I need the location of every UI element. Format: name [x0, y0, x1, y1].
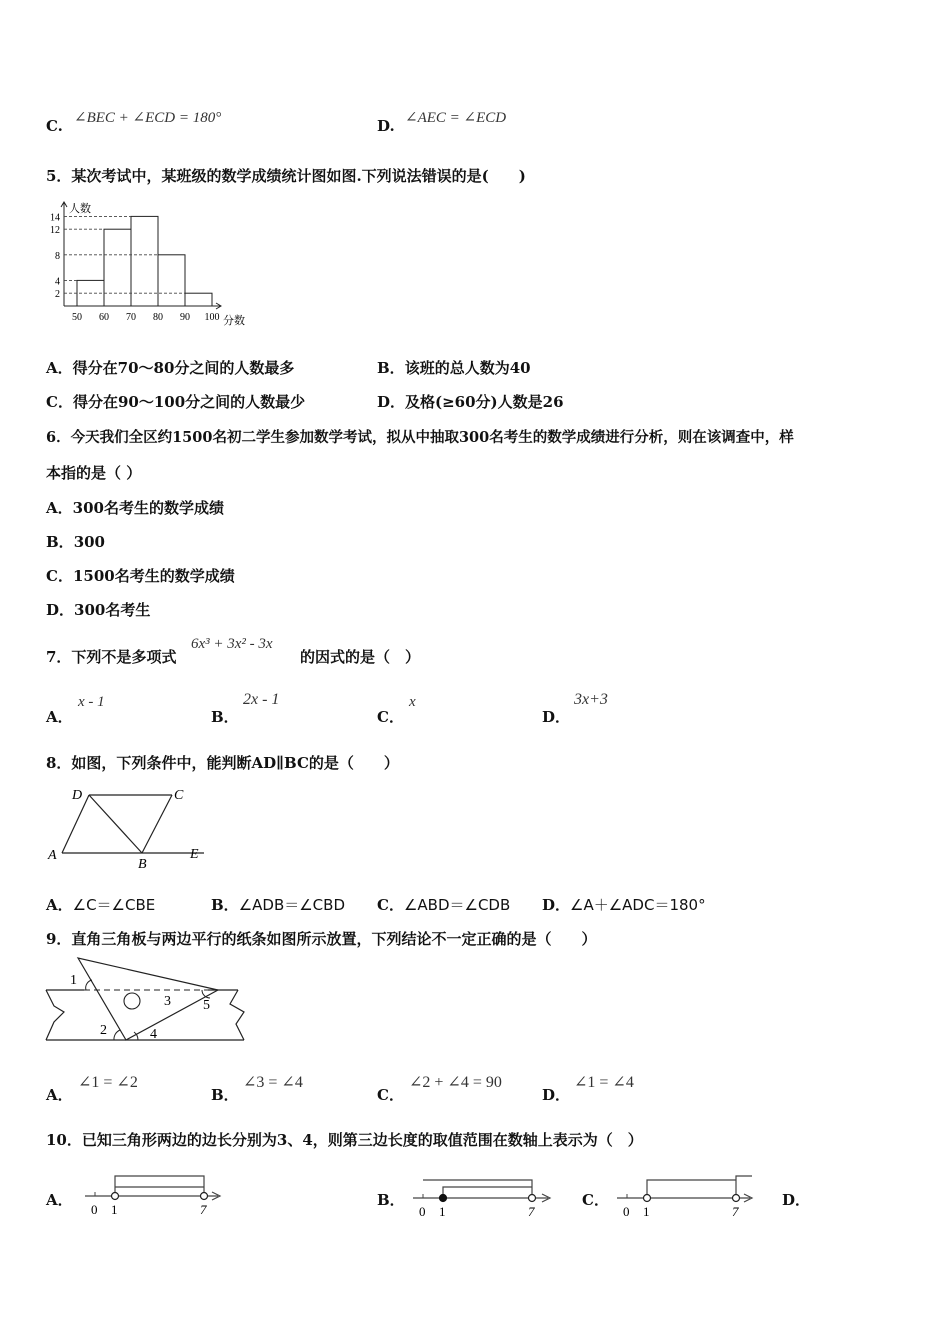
q6-option-b[interactable] [46, 531, 105, 552]
q8-option-c-text: ∠ABD＝∠CDB [403, 896, 511, 914]
q7-stem-pre: 7．下列不是多项式 [46, 648, 177, 666]
q6-option-c-label: C． [46, 567, 73, 585]
y-tick-label: 8 [55, 250, 60, 262]
q6-option-b-label: B． [46, 533, 74, 551]
x-axis-label: 分数 [223, 315, 245, 327]
q9-stem: 9．直角三角板与两边平行的纸条如图所示放置，下列结论不一定正确的是（ ） [46, 930, 597, 948]
q8-option-b[interactable] [211, 894, 345, 915]
q6-option-b-text: 300 [73, 533, 105, 551]
segment-cb [142, 795, 172, 853]
histogram-bar [185, 293, 212, 306]
y-axis-label: 人数 [69, 203, 91, 215]
q5-option-a-label: A． [46, 359, 73, 377]
tick-label-1: 1 [643, 1204, 650, 1219]
x-tick-label: 80 [153, 312, 163, 323]
tick-label-1: 1 [439, 1204, 446, 1219]
q8-option-a-label: A． [46, 896, 73, 914]
x-tick-label: 50 [72, 312, 82, 323]
q6-option-d[interactable] [46, 599, 150, 620]
tick-label-7: 7 [528, 1204, 535, 1219]
histogram-bar [131, 216, 158, 306]
q7-option-d-math: 3x+3 [574, 691, 608, 708]
endpoint-7-open [201, 1193, 208, 1200]
q5-option-d-label: D． [377, 393, 406, 411]
tick-label-7: 7 [200, 1202, 207, 1217]
endpoint-1-open [644, 1195, 651, 1202]
q7-option-a-math: x - 1 [78, 694, 105, 710]
label-e: E [190, 847, 199, 862]
q7-option-d-label[interactable]: D． [542, 708, 571, 726]
angle-label-2: 2 [100, 1023, 107, 1038]
histogram-plot [50, 201, 245, 327]
y-tick-label: 12 [50, 225, 60, 237]
q7-stem-math: 6x³ + 3x² - 3x [191, 636, 273, 652]
q5-stem: 5．某次考试中，某班级的数学成绩统计图如图.下列说法错误的是( ) [46, 167, 526, 185]
q8-option-d[interactable] [542, 894, 706, 915]
q10-option-a-label[interactable]: A． [46, 1191, 73, 1209]
q6-option-c-text: 1500名考生的数学成绩 [72, 567, 235, 585]
angle-label-4: 4 [150, 1027, 157, 1042]
q6-option-a-text: 300名考生的数学成绩 [72, 499, 224, 517]
q5-histogram [40, 198, 260, 340]
q8-stem: 8．如图，下列条件中，能判断AD∥BC的是（ ） [46, 754, 399, 772]
q10-option-a-number-line [80, 1170, 230, 1220]
set-square-hole [124, 993, 140, 1009]
q10-option-b-number-line [408, 1170, 558, 1220]
tick-label-0: 0 [419, 1204, 426, 1219]
q8-parallelogram-figure [44, 783, 214, 873]
q8-option-a[interactable] [46, 894, 155, 915]
q7-option-b-label[interactable]: B． [211, 708, 239, 726]
q6-option-d-text: 300名考生 [74, 601, 151, 619]
q10-option-d-label[interactable]: D． [782, 1191, 811, 1209]
q5-option-c[interactable] [46, 391, 305, 412]
q6-option-a-label: A． [46, 499, 73, 517]
endpoint-1-open [112, 1193, 119, 1200]
q7-option-c-math: x [409, 694, 416, 710]
x-tick-label: 100 [204, 312, 220, 323]
q8-option-c[interactable] [377, 894, 510, 915]
q7-option-b-math: 2x - 1 [243, 691, 280, 708]
q4-option-d-label: D. [377, 117, 395, 135]
range-bracket-outer [115, 1176, 204, 1192]
x-tick-label: 90 [180, 312, 190, 323]
label-a: A [48, 848, 57, 863]
q6-stem-line1: 6．今天我们全区约1500名初二学生参加数学考试，拟从中抽取300名考生的数学成绩进行分析，则在该调查中，样 [46, 429, 794, 446]
q10-option-b-label[interactable]: B． [377, 1191, 405, 1209]
set-square-triangle [78, 958, 218, 1040]
angle-label-3: 3 [164, 994, 171, 1009]
q5-option-c-text: 得分在90～100分之间的人数最少 [72, 393, 306, 411]
tick-label-7: 7 [732, 1204, 739, 1219]
q9-option-b-label[interactable]: B． [211, 1086, 239, 1104]
q5-option-b-text: 该班的总人数为40 [404, 359, 531, 377]
q9-option-a-label[interactable]: A． [46, 1086, 73, 1104]
q5-option-b[interactable] [377, 357, 531, 378]
q5-option-c-label: C． [46, 393, 73, 411]
q8-option-d-text: ∠A＋∠ADC＝180° [570, 896, 706, 914]
q9-option-a-math: ∠1 = ∠2 [78, 1074, 138, 1091]
q6-option-d-label: D． [46, 601, 75, 619]
label-d: D [72, 788, 83, 803]
q8-option-c-label: C． [377, 896, 404, 914]
segment-db [89, 795, 142, 853]
q8-option-d-label: D． [542, 896, 571, 914]
y-tick-label: 14 [50, 212, 60, 224]
endpoint-7-open [529, 1195, 536, 1202]
q5-option-a[interactable] [46, 357, 294, 378]
y-tick-label: 2 [55, 289, 60, 301]
q8-option-b-label: B． [211, 896, 239, 914]
q9-option-d-math: ∠1 = ∠4 [574, 1074, 634, 1091]
q10-option-c-label[interactable]: C． [582, 1191, 609, 1209]
q6-stem-line2: 本指的是（ ） [46, 464, 142, 482]
label-b: B [138, 857, 147, 872]
q5-option-b-label: B． [377, 359, 405, 377]
q5-option-d[interactable] [377, 391, 564, 412]
q9-option-c-math: ∠2 + ∠4 = 90 [409, 1074, 502, 1091]
angle-arc-2 [114, 1030, 120, 1040]
q8-option-b-text: ∠ADB＝∠CBD [238, 896, 345, 914]
q6-option-a[interactable] [46, 497, 224, 518]
range-bracket-inner [443, 1187, 532, 1194]
q9-triangle-strip-figure [40, 954, 255, 1050]
segment-ad [62, 795, 89, 853]
angle-label-1: 1 [70, 973, 77, 988]
q7-option-a-label[interactable]: A． [46, 708, 73, 726]
q10-option-c-number-line [612, 1170, 762, 1220]
strip-right-tear [230, 990, 244, 1040]
q9-option-d-label[interactable]: D． [542, 1086, 571, 1104]
angle-arc-5 [202, 990, 210, 998]
tick-label-0: 0 [91, 1202, 98, 1217]
q7-stem-post: 的因式的是（ ） [300, 648, 421, 666]
x-tick-label: 60 [99, 312, 109, 323]
q5-option-a-text: 得分在70～80分之间的人数最多 [72, 359, 295, 377]
q6-option-c[interactable] [46, 565, 235, 586]
q10-stem: 10．已知三角形两边的边长分别为3、4，则第三边长度的取值范围在数轴上表示为（ ） [46, 1131, 643, 1149]
q8-option-a-text: ∠C＝∠CBE [72, 896, 156, 914]
strip-left-tear [46, 990, 64, 1040]
range-ray-from-1 [647, 1180, 736, 1194]
histogram-bar [104, 229, 131, 306]
q7-option-c-label[interactable]: C． [377, 708, 404, 726]
q9-option-c-label[interactable]: C． [377, 1086, 404, 1104]
q4-option-c-math: ∠BEC + ∠ECD = 180° [74, 110, 222, 126]
histogram-bar [158, 255, 185, 306]
tick-label-0: 0 [623, 1204, 630, 1219]
angle-arc-1 [86, 980, 92, 990]
endpoint-1-closed [440, 1195, 447, 1202]
q9-option-b-math: ∠3 = ∠4 [243, 1074, 303, 1091]
angle-label-5: 5 [203, 998, 210, 1013]
tick-label-1: 1 [111, 1202, 118, 1217]
q4-option-d-math: ∠AEC = ∠ECD [405, 110, 507, 126]
y-tick-label: 4 [55, 276, 60, 288]
label-c: C [174, 788, 184, 803]
q5-option-d-text: 及格(≥60分)人数是26 [405, 393, 564, 411]
x-tick-label: 70 [126, 312, 136, 323]
q4-option-c-label: C. [46, 117, 63, 135]
endpoint-7-open [733, 1195, 740, 1202]
